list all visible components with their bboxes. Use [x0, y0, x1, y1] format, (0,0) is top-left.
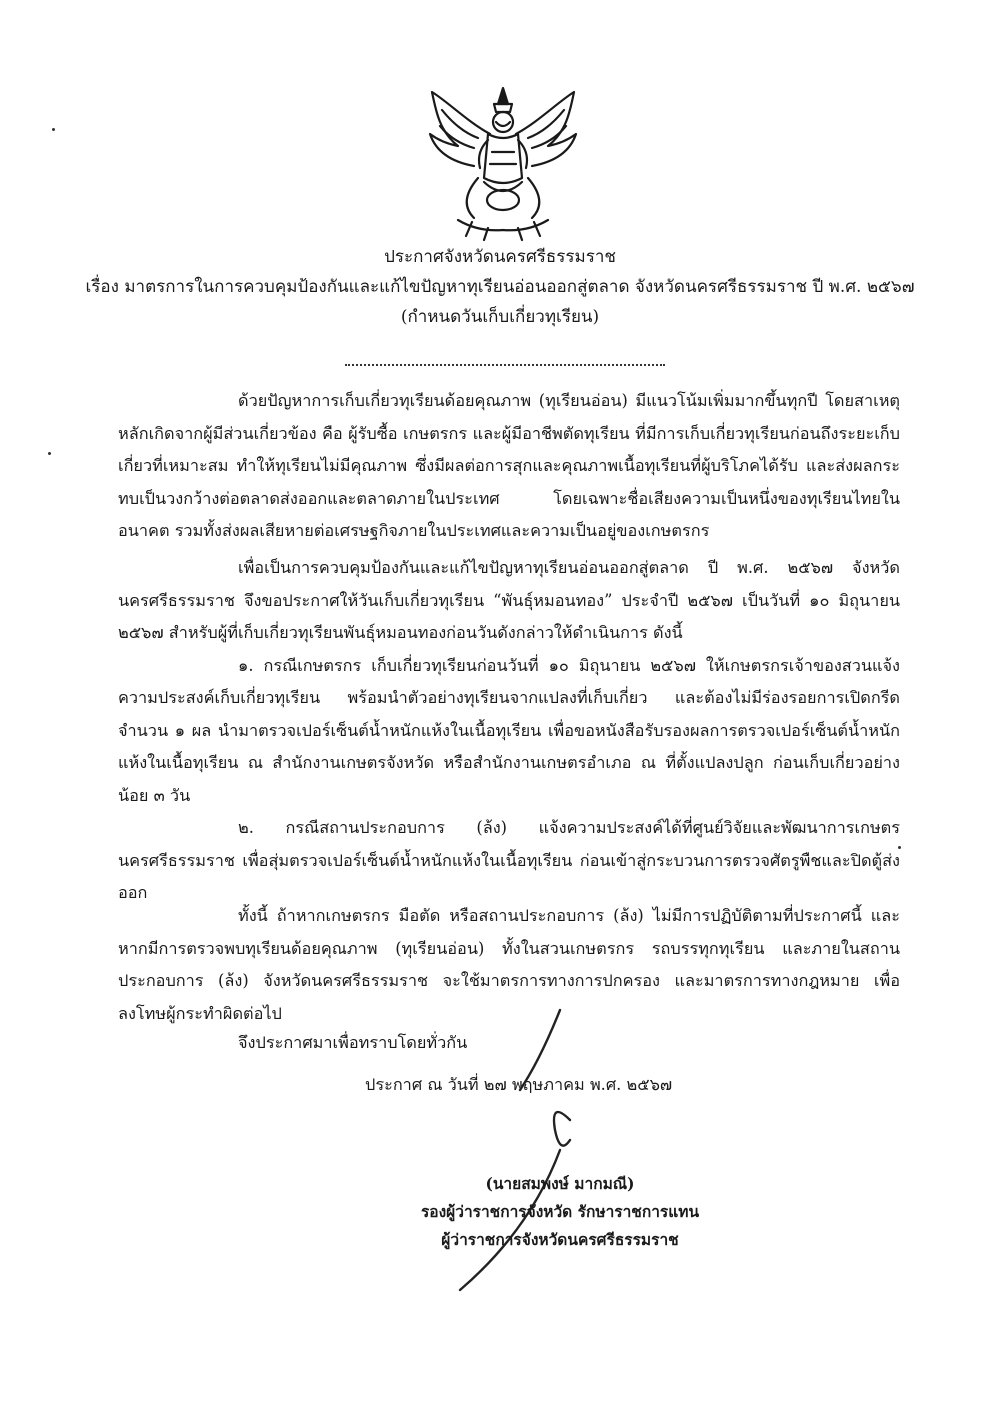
- signatory-office: ผู้ว่าราชการจังหวัดนครศรีธรรมราช: [441, 1230, 679, 1249]
- paragraph-announcement: เพื่อเป็นการควบคุมป้องกันและแก้ไขปัญหาทุเรียนอ่อนออกสู่ตลาด ปี พ.ศ. ๒๕๖๗ จังหวัดนครศรีธรรมราช จึงขอประกาศให้วันเก็บเกี่ยวทุเรียน “พันธุ์หมอนทอง” ประจำปี ๒๕๖๗ เป็นวันที่ ๑๐ มิถุนายน ๒๕๖๗ สำหรับผู้ที่เก็บเกี่ยวทุเรียนพันธุ์หมอนทองก่อนวันดังกล่าวให้ดำเนินการ ดังนี้: [118, 558, 900, 642]
- paragraph-background: ด้วยปัญหาการเก็บเกี่ยวทุเรียนด้อยคุณภาพ (ทุเรียนอ่อน) มีแนวโน้มเพิ่มมากขึ้นทุกปี โดยสาเหตุหลักเกิดจากผู้มีส่วนเกี่ยวข้อง คือ ผู้รับซื้อ เกษตรกร และผู้มีอาชีพตัดทุเรียน ที่มีการเก็บเกี่ยวทุเรียนก่อนถึงระยะเก็บเกี่ยวที่เหมาะสม ทำให้ทุเรียนไม่มีคุณภาพ ซึ่งมีผลต่อการสุกและคุณภาพเนื้อทุเรียนที่ผู้บริโภคได้รับ และส่งผลกระทบเป็นวงกว้างต่อตลาดส่งออกและตลาดภายในประเทศ โดยเฉพาะชื่อเสียงความเป็นหนึ่งของทุเรียนไทยในอนาคต รวมทั้งส่งผลเสียหายต่อเศรษฐกิจภายในประเทศและความเป็นอยู่ของเกษตรกร: [118, 391, 900, 540]
- announcement-date: ประกาศ ณ วันที่ ๒๗ พฤษภาคม พ.ศ. ๒๕๖๗: [365, 1075, 673, 1094]
- signatory-name: (นายสมพงษ์ มากมณี): [485, 1174, 635, 1193]
- announcement-subtitle: (กำหนดวันเก็บเกี่ยวทุเรียน): [400, 307, 600, 327]
- measure-item-1: ๑. กรณีเกษตรกร เก็บเกี่ยวทุเรียนก่อนวันที่ ๑๐ มิถุนายน ๒๕๖๗ ให้เกษตรกรเจ้าของสวนแจ้งความประสงค์เก็บเกี่ยวทุเรียน พร้อมนำตัวอย่างทุเรียนจากแปลงที่เก็บเกี่ยว และต้องไม่มีร่องรอยการเปิดกรีด จำนวน ๑ ผล นำมาตรวจเปอร์เซ็นต์น้ำหนักแห้งในเนื้อทุเรียน เพื่อขอหนังสือรับรองผลการตรวจเปอร์เซ็นต์น้ำหนักแห้งในเนื้อทุเรียน ณ สำนักงานเกษตรจังหวัด หรือสำนักงานเกษตรอำเภอ ณ ที่ตั้งแปลงปลูก ก่อนเก็บเกี่ยวอย่างน้อย ๓ วัน: [118, 655, 900, 805]
- measure-item-2: ๒. กรณีสถานประกอบการ (ล้ง) แจ้งความประสงค์ได้ที่ศูนย์วิจัยและพัฒนาการเกษตรนครศรีธรรมราช เพื่อสุ่มตรวจเปอร์เซ็นต์น้ำหนักแห้งในเนื้อทุเรียน ก่อนเข้าสู่กระบวนการตรวจศัตรูพืชและปิดตู้ส่งออก: [118, 818, 900, 902]
- body-section: [118, 385, 900, 548]
- scan-speck: [52, 128, 55, 131]
- scan-speck: [898, 846, 901, 849]
- signatory-position: รองผู้ว่าราชการจังหวัด รักษาราชการแทน: [420, 1202, 700, 1221]
- handwritten-signature-icon: [420, 1000, 620, 1300]
- scan-speck: [48, 452, 51, 455]
- signature-block: [380, 1170, 740, 1254]
- paragraph-penalty: ทั้งนี้ ถ้าหากเกษตรกร มือตัด หรือสถานประกอบการ (ล้ง) ไม่มีการปฏิบัติตามที่ประกาศนี้ และหากมีการตรวจพบทุเรียนด้อยคุณภาพ (ทุเรียนอ่อน) ทั้งในสวนเกษตรกร รถบรรทุกทุเรียน และภายในสถานประกอบการ (ล้ง) จังหวัดนครศรีธรรมราช จะใช้มาตรการทางการปกครอง และมาตรการทางกฎหมาย เพื่อลงโทษผู้กระทำผิดต่อไป: [118, 906, 900, 1023]
- title-block: [80, 242, 920, 332]
- closing-statement: จึงประกาศมาเพื่อทราบโดยทั่วกัน: [238, 1033, 468, 1052]
- announcement-subject: เรื่อง มาตรการในการควบคุมป้องกันและแก้ไขปัญหาทุเรียนอ่อนออกสู่ตลาด จังหวัดนครศรีธรรมราช ปี พ.ศ. ๒๕๖๗: [85, 277, 915, 297]
- body-section-measures: [118, 552, 900, 910]
- dotted-divider: [345, 364, 665, 366]
- garuda-emblem-icon: [418, 82, 588, 242]
- announcement-title: ประกาศจังหวัดนครศรีธรรมราช: [384, 247, 616, 267]
